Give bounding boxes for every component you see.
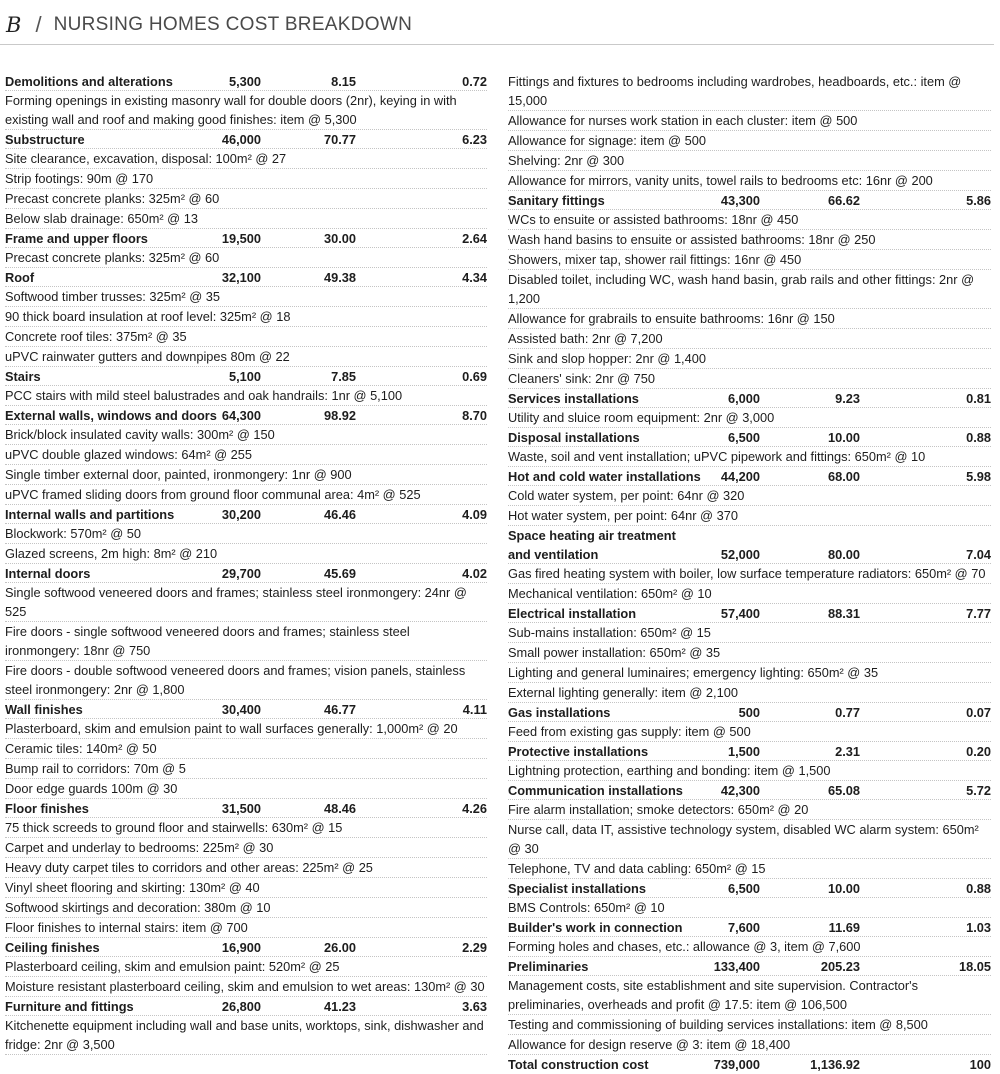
section-row — [5, 700, 487, 719]
section-percentage: 7.04 — [966, 547, 991, 562]
section-cost-per-m2: 66.62 — [827, 193, 860, 208]
section-name: Specialist installations — [508, 881, 646, 896]
section-row — [5, 72, 487, 91]
section-cost-per-m2: 98.92 — [323, 408, 356, 423]
section-total-cost: 31,500 — [221, 801, 261, 816]
cost-item: Kitchenette equipment including wall and base units, worktops, sink, dishwasher and fridge: 2nr @ 3,500 — [5, 1016, 487, 1055]
section-cost-per-m2: 48.46 — [323, 801, 356, 816]
cost-item: Vinyl sheet flooring and skirting: 130m² @ 40 — [5, 878, 487, 898]
section-cost-per-m2: 45.69 — [323, 566, 356, 581]
section-total-cost: 64,300 — [221, 408, 261, 423]
section-percentage: 4.26 — [462, 801, 487, 816]
section-letter: B — [6, 13, 22, 37]
cost-item: Softwood skirtings and decoration: 380m @ 10 — [5, 898, 487, 918]
section-percentage: 0.72 — [462, 74, 487, 89]
cost-item: Utility and sluice room equipment: 2nr @ 3,000 — [508, 408, 991, 428]
section-name: Roof — [5, 270, 35, 285]
cost-item: Gas fired heating system with boiler, low surface temperature radiators: 650m² @ 70 — [508, 564, 991, 584]
section-total-cost: 739,000 — [713, 1057, 760, 1072]
cost-item: Fire alarm installation; smoke detectors: 650m² @ 20 — [508, 800, 991, 820]
section-cost-per-m2: 7.85 — [331, 369, 356, 384]
section-row — [5, 564, 487, 583]
section-name: Communication installations — [508, 783, 683, 798]
section-name: Preliminaries — [508, 959, 589, 974]
cost-item: Concrete roof tiles: 375m² @ 35 — [5, 327, 487, 347]
section-percentage: 5.86 — [966, 193, 991, 208]
section-total-cost: 57,400 — [720, 606, 760, 621]
cost-item: Shelving: 2nr @ 300 — [508, 151, 991, 171]
section-percentage: 0.07 — [966, 705, 991, 720]
cost-item: Lightning protection, earthing and bonding: item @ 1,500 — [508, 761, 991, 781]
section-name: Floor finishes — [5, 801, 89, 816]
cost-item: Testing and commissioning of building services installations: item @ 8,500 — [508, 1015, 991, 1035]
section-cost-per-m2: 10.00 — [827, 430, 860, 445]
section-percentage: 5.72 — [966, 783, 991, 798]
cost-column-left — [5, 72, 487, 1055]
cost-item: Heavy duty carpet tiles to corridors and other areas: 225m² @ 25 — [5, 858, 487, 878]
section-cost-per-m2: 2.31 — [835, 744, 860, 759]
page-title: NURSING HOMES COST BREAKDOWN — [53, 14, 413, 35]
cost-item: Below slab drainage: 650m² @ 13 — [5, 209, 487, 229]
section-name: External walls, windows and doors — [5, 408, 217, 423]
section-cost-per-m2: 11.69 — [828, 920, 860, 935]
section-percentage: 0.81 — [966, 391, 991, 406]
section-row — [5, 229, 487, 248]
section-total-cost: 46,000 — [221, 132, 261, 147]
section-name: Total construction cost — [508, 1057, 649, 1072]
cost-item: PCC stairs with mild steel balustrades and oak handrails: 1nr @ 5,100 — [5, 386, 487, 406]
section-row — [508, 703, 991, 722]
cost-item: Site clearance, excavation, disposal: 100m² @ 27 — [5, 149, 487, 169]
section-cost-per-m2: 80.00 — [827, 547, 860, 562]
cost-item: Plasterboard ceiling, skim and emulsion paint: 520m² @ 25 — [5, 957, 487, 977]
section-percentage: 4.11 — [462, 702, 487, 717]
cost-item: Mechanical ventilation: 650m² @ 10 — [508, 584, 991, 604]
section-percentage: 4.02 — [462, 566, 487, 581]
cost-item: Showers, mixer tap, shower rail fittings: 16nr @ 450 — [508, 250, 991, 270]
cost-item: Bump rail to corridors: 70m @ 5 — [5, 759, 487, 779]
page-header — [6, 8, 412, 42]
section-total-cost: 42,300 — [720, 783, 760, 798]
cost-item: Blockwork: 570m² @ 50 — [5, 524, 487, 544]
section-name: Stairs — [5, 369, 41, 384]
section-row — [5, 130, 487, 149]
section-name-continued: and ventilation — [508, 547, 599, 562]
section-cost-per-m2: 0.77 — [835, 705, 860, 720]
cost-item: Floor finishes to internal stairs: item @ 700 — [5, 918, 487, 938]
section-row — [508, 742, 991, 761]
section-total-cost: 32,100 — [221, 270, 261, 285]
cost-item: Fire doors - double softwood veneered doors and frames; vision panels, stainless steel ironmongery: 2nr @ 1,800 — [5, 661, 487, 700]
section-total-cost: 5,100 — [228, 369, 261, 384]
cost-item: Single timber external door, painted, ironmongery: 1nr @ 900 — [5, 465, 487, 485]
cost-item: Sink and slop hopper: 2nr @ 1,400 — [508, 349, 991, 369]
cost-item: Precast concrete planks: 325m² @ 60 — [5, 248, 487, 268]
section-total-cost: 6,500 — [727, 881, 760, 896]
section-cost-per-m2: 205.23 — [820, 959, 860, 974]
cost-item: Lighting and general luminaires; emergency lighting: 650m² @ 35 — [508, 663, 991, 683]
cost-item: Sub-mains installation: 650m² @ 15 — [508, 623, 991, 643]
section-name: Services installations — [508, 391, 639, 406]
section-percentage: 100 — [969, 1057, 991, 1072]
section-percentage: 4.09 — [462, 507, 487, 522]
cost-item: Strip footings: 90m @ 170 — [5, 169, 487, 189]
section-cost-per-m2: 1,136.92 — [810, 1057, 860, 1072]
section-percentage: 0.88 — [966, 881, 991, 896]
section-cost-per-m2: 9.23 — [835, 391, 860, 406]
section-total-cost: 16,900 — [221, 940, 261, 955]
section-percentage: 0.69 — [462, 369, 487, 384]
section-cost-per-m2: 46.77 — [323, 702, 356, 717]
section-cost-per-m2: 30.00 — [323, 231, 356, 246]
cost-item: BMS Controls: 650m² @ 10 — [508, 898, 991, 918]
cost-item: Assisted bath: 2nr @ 7,200 — [508, 329, 991, 349]
cost-item: uPVC framed sliding doors from ground floor communal area: 4m² @ 525 — [5, 485, 487, 505]
section-total-cost: 43,300 — [720, 193, 760, 208]
section-name: Gas installations — [508, 705, 611, 720]
section-row — [5, 505, 487, 524]
cost-item: Precast concrete planks: 325m² @ 60 — [5, 189, 487, 209]
section-cost-per-m2: 65.08 — [827, 783, 860, 798]
section-cost-per-m2: 70.77 — [323, 132, 356, 147]
cost-item: Hot water system, per point: 64nr @ 370 — [508, 506, 991, 526]
cost-item: Allowance for nurses work station in each cluster: item @ 500 — [508, 111, 991, 131]
section-percentage: 6.23 — [462, 132, 487, 147]
header-divider — [0, 44, 994, 45]
cost-item: Wash hand basins to ensuite or assisted bathrooms: 18nr @ 250 — [508, 230, 991, 250]
section-percentage: 2.64 — [462, 231, 487, 246]
section-cost-per-m2: 68.00 — [827, 469, 860, 484]
section-total-cost: 6,500 — [727, 430, 760, 445]
cost-item: WCs to ensuite or assisted bathrooms: 18nr @ 450 — [508, 210, 991, 230]
cost-item: Glazed screens, 2m high: 8m² @ 210 — [5, 544, 487, 564]
section-cost-per-m2: 41.23 — [323, 999, 356, 1014]
section-row — [508, 545, 991, 564]
section-total-cost: 30,400 — [221, 702, 261, 717]
section-row — [508, 604, 991, 623]
cost-item: Moisture resistant plasterboard ceiling, skim and emulsion to wet areas: 130m² @ 30 — [5, 977, 487, 997]
section-name: Demolitions and alterations — [5, 74, 173, 89]
cost-item: Fire doors - single softwood veneered doors and frames; stainless steel ironmongery: 18nr @ 750 — [5, 622, 487, 661]
section-row — [508, 918, 991, 937]
section-percentage: 8.70 — [462, 408, 487, 423]
cost-item: Forming openings in existing masonry wall for double doors (2nr), keying in with existing wall and roof and making good finishes: item @ 5,300 — [5, 91, 487, 130]
section-total-cost: 30,200 — [221, 507, 261, 522]
section-percentage: 0.88 — [966, 430, 991, 445]
cost-item: Feed from existing gas supply: item @ 500 — [508, 722, 991, 742]
section-total-cost: 133,400 — [713, 959, 760, 974]
cost-item: Allowance for design reserve @ 3: item @ 18,400 — [508, 1035, 991, 1055]
cost-item: Forming holes and chases, etc.: allowance @ 3, item @ 7,600 — [508, 937, 991, 957]
section-row — [5, 799, 487, 818]
section-row — [508, 879, 991, 898]
section-total-cost: 1,500 — [727, 744, 760, 759]
cost-item: External lighting generally: item @ 2,100 — [508, 683, 991, 703]
section-total-cost: 52,000 — [720, 547, 760, 562]
section-name: Substructure — [5, 132, 85, 147]
section-row — [5, 406, 487, 425]
cost-item: Cold water system, per point: 64nr @ 320 — [508, 486, 991, 506]
section-name: Protective installations — [508, 744, 649, 759]
cost-item: Fittings and fixtures to bedrooms including wardrobes, headboards, etc.: item @ 15,000 — [508, 72, 991, 111]
section-name: Internal walls and partitions — [5, 507, 175, 522]
cost-item: Waste, soil and vent installation; uPVC pipework and fittings: 650m² @ 10 — [508, 447, 991, 467]
section-cost-per-m2: 46.46 — [323, 507, 356, 522]
total-row — [508, 1055, 991, 1074]
section-total-cost: 26,800 — [221, 999, 261, 1014]
section-name: Ceiling finishes — [5, 940, 100, 955]
cost-item: Door edge guards 100m @ 30 — [5, 779, 487, 799]
section-total-cost: 29,700 — [221, 566, 261, 581]
section-name: Builder's work in connection — [508, 920, 683, 935]
section-percentage: 0.20 — [966, 744, 991, 759]
cost-column-right — [508, 72, 991, 1074]
section-row — [508, 957, 991, 976]
cost-item: Allowance for mirrors, vanity units, towel rails to bedrooms etc: 16nr @ 200 — [508, 171, 991, 191]
cost-item: Telephone, TV and data cabling: 650m² @ 15 — [508, 859, 991, 879]
section-percentage: 3.63 — [462, 999, 487, 1014]
cost-item: Carpet and underlay to bedrooms: 225m² @ 30 — [5, 838, 487, 858]
section-cost-per-m2: 10.00 — [827, 881, 860, 896]
cost-item: Brick/block insulated cavity walls: 300m² @ 150 — [5, 425, 487, 445]
section-total-cost: 44,200 — [720, 469, 760, 484]
cost-item: uPVC double glazed windows: 64m² @ 255 — [5, 445, 487, 465]
section-name: Furniture and fittings — [5, 999, 134, 1014]
section-name: Frame and upper floors — [5, 231, 148, 246]
section-cost-per-m2: 49.38 — [323, 270, 356, 285]
section-total-cost: 7,600 — [727, 920, 760, 935]
section-row — [508, 428, 991, 447]
section-percentage: 7.77 — [966, 606, 991, 621]
section-name: Disposal installations — [508, 430, 640, 445]
section-name: Internal doors — [5, 566, 91, 581]
cost-item: Ceramic tiles: 140m² @ 50 — [5, 739, 487, 759]
cost-item: Plasterboard, skim and emulsion paint to wall surfaces generally: 1,000m² @ 20 — [5, 719, 487, 739]
section-name: Hot and cold water installations — [508, 469, 701, 484]
section-row — [508, 191, 991, 210]
cost-item: Management costs, site establishment and site supervision. Contractor's preliminaries, overheads and profit @ 17.5: item @ 106,500 — [508, 976, 991, 1015]
cost-item: Softwood timber trusses: 325m² @ 35 — [5, 287, 487, 307]
cost-item: 90 thick board insulation at roof level: 325m² @ 18 — [5, 307, 487, 327]
cost-item: Small power installation: 650m² @ 35 — [508, 643, 991, 663]
cost-item: uPVC rainwater gutters and downpipes 80m @ 22 — [5, 347, 487, 367]
section-total-cost: 19,500 — [221, 231, 261, 246]
section-name: Sanitary fittings — [508, 193, 605, 208]
section-cost-per-m2: 88.31 — [827, 606, 860, 621]
section-total-cost: 6,000 — [727, 391, 760, 406]
section-row — [5, 997, 487, 1016]
header-separator: / — [35, 12, 42, 37]
cost-item: 75 thick screeds to ground floor and stairwells: 630m² @ 15 — [5, 818, 487, 838]
section-name: Electrical installation — [508, 606, 637, 621]
cost-item: Cleaners' sink: 2nr @ 750 — [508, 369, 991, 389]
section-row — [508, 781, 991, 800]
section-row — [5, 268, 487, 287]
section-cost-per-m2: 8.15 — [331, 74, 356, 89]
cost-item: Allowance for grabrails to ensuite bathrooms: 16nr @ 150 — [508, 309, 991, 329]
cost-item: Nurse call, data IT, assistive technology system, disabled WC alarm system: 650m² @ 30 — [508, 820, 991, 859]
section-total-cost: 5,300 — [228, 74, 261, 89]
cost-item: Single softwood veneered doors and frames; stainless steel ironmongery: 24nr @ 525 — [5, 583, 487, 622]
section-row — [508, 526, 991, 545]
section-row — [5, 367, 487, 386]
section-row — [5, 938, 487, 957]
section-cost-per-m2: 26.00 — [323, 940, 356, 955]
cost-item: Allowance for signage: item @ 500 — [508, 131, 991, 151]
section-name: Wall finishes — [5, 702, 83, 717]
cost-item: Disabled toilet, including WC, wash hand basin, grab rails and other fittings: 2nr @ 1,200 — [508, 270, 991, 309]
section-percentage: 5.98 — [966, 469, 991, 484]
section-name: Space heating air treatment — [508, 528, 676, 543]
section-percentage: 1.03 — [966, 920, 991, 935]
section-total-cost: 500 — [738, 705, 760, 720]
section-percentage: 18.05 — [958, 959, 991, 974]
section-row — [508, 467, 991, 486]
section-percentage: 2.29 — [462, 940, 487, 955]
section-percentage: 4.34 — [462, 270, 487, 285]
section-row — [508, 389, 991, 408]
